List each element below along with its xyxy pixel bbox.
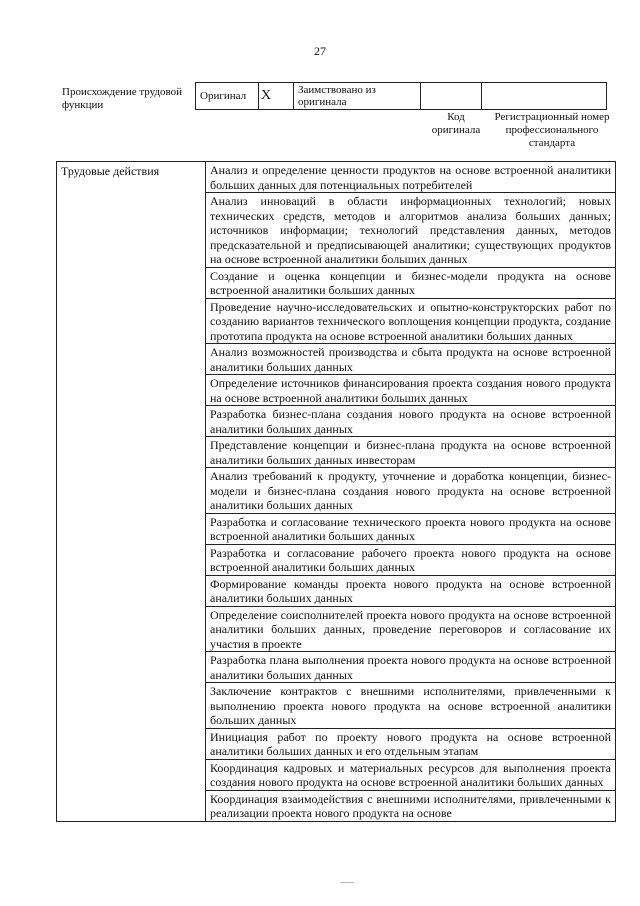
labor-action-item: Формирование команды проекта нового продукта на основе встроенной аналитики больших данных xyxy=(206,575,616,606)
origin-label: Происхождение трудовой функции xyxy=(62,86,183,111)
labor-action-item: Определение источников финансирования проекта создания нового продукта на основе встроенной аналитики больших данных xyxy=(206,375,616,406)
labor-action-item: Анализ инноваций в области информационных технологий; новых технических средств, методов и алгоритмов анализа больших данных; источников информации; технологий представления данных, методов предсказательной и предписывающей аналитики; существующих продуктов на основе встроенной аналитики больших данных xyxy=(206,193,616,268)
labor-action-item: Координация взаимодействия с внешними исполнителями, привлеченными к реализации проекта нового продукта на основе xyxy=(206,790,616,821)
labor-action-item: Создание и оценка концепции и бизнес-модели продукта на основе встроенной аналитики больших данных xyxy=(206,267,616,298)
labor-action-item: Инициация работ по проекту нового продукта на основе встроенной аналитики больших данных и его отдельным этапам xyxy=(206,728,616,759)
reg-number-caption: Регистрационный номер профессионального стандарта xyxy=(494,111,610,149)
code-caption: Код оригинала xyxy=(431,111,481,136)
labor-action-item: Разработка и согласование рабочего проекта нового продукта на основе встроенной аналитики больших данных xyxy=(206,544,616,575)
labor-action-item: Анализ возможностей производства и сбыта продукта на основе встроенной аналитики больших данных xyxy=(206,344,616,375)
labor-actions-header: Трудовые действия xyxy=(57,162,206,822)
original-cell: Оригинал xyxy=(196,83,259,110)
footer-mark xyxy=(340,882,354,883)
labor-action-item: Анализ и определение ценности продуктов на основе встроенной аналитики больших данных для потенциальных потребителей xyxy=(206,162,616,193)
borrowed-cell: Заимствовано из оригинала xyxy=(294,83,421,110)
origin-table xyxy=(195,82,607,110)
labor-action-item: Проведение научно-исследовательских и опытно-конструкторских работ по созданию вариантов технического воплощения концепции продукта, создание прототипа продукта на основе встроенной аналитики больших данных xyxy=(206,298,616,344)
labor-action-item: Разработка плана выполнения проекта нового продукта на основе встроенной аналитики больших данных xyxy=(206,652,616,683)
page-bottom xyxy=(56,866,616,906)
table-row xyxy=(57,162,616,193)
labor-action-item: Координация кадровых и материальных ресурсов для выполнения проекта создания нового продукта на основе встроенной аналитики больших данных xyxy=(206,759,616,790)
labor-actions-table xyxy=(56,161,616,822)
labor-action-item: Представление концепции и бизнес-плана продукта на основе встроенной аналитики больших данных инвесторам xyxy=(206,437,616,468)
reg-number-cell xyxy=(482,83,607,110)
page-number: 27 xyxy=(314,44,326,58)
code-cell xyxy=(421,83,482,110)
labor-action-item: Разработка и согласование технического проекта нового продукта на основе встроенной аналитики больших данных xyxy=(206,513,616,544)
original-mark: X xyxy=(259,83,294,110)
labor-action-item: Разработка бизнес-плана создания нового продукта на основе встроенной аналитики больших данных xyxy=(206,406,616,437)
labor-action-item: Заключение контрактов с внешними исполнителями, привлеченными к выполнению проекта нового продукта на основе встроенной аналитики больших данных xyxy=(206,683,616,729)
labor-action-item: Определение соисполнителей проекта нового продукта на основе встроенной аналитики больших данных, проведение переговоров и согласование их участия в проекте xyxy=(206,606,616,652)
labor-action-item: Анализ требований к продукту, уточнение и доработка концепции, бизнес-модели и бизнес-плана создания нового продукта на основе встроенной аналитики больших данных xyxy=(206,468,616,514)
